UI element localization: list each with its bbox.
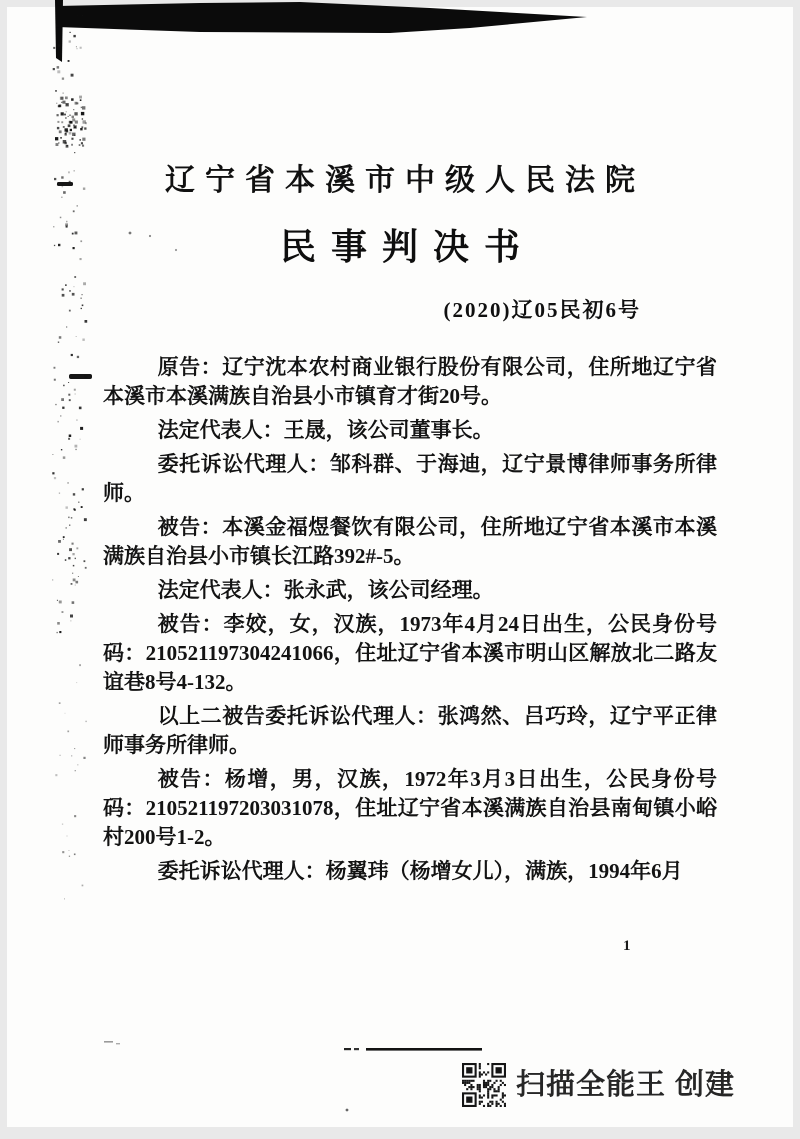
qr-code-icon [462,1063,506,1107]
document-page [7,7,793,1127]
camscanner-watermark-text: 扫描全能王 创建 [516,1069,736,1101]
court-name-heading: 辽宁省本溪市中级人民法院 [165,164,645,197]
judgment-body [103,353,717,891]
camscanner-footer [462,1063,735,1107]
paragraph-defendants-agents: 以上二被告委托诉讼代理人：张鸿然、吕巧玲，辽宁平正律师事务所律师。 [103,704,717,757]
page-number: 1 [623,938,631,954]
paragraph-defendant-company: 被告：本溪金福煜餐饮有限公司，住所地辽宁省本溪市本溪满族自治县小市镇长江路392#-5。 [103,515,717,568]
paragraph-legal-rep-defendant: 法定代表人：张永武，该公司经理。 [157,578,494,602]
paragraph-yangzeng-agent: 委托诉讼代理人：杨翼玮（杨增女儿），满族，1994年6月 [157,859,683,883]
case-number: (2020)辽05民初6号 [443,298,641,322]
paragraph-plaintiff: 原告：辽宁沈本农村商业银行股份有限公司，住所地辽宁省本溪市本溪满族自治县小市镇育才街20号。 [103,355,717,408]
paragraph-defendant-yangzeng: 被告：杨增，男，汉族，1972年3月3日出生，公民身份号码：210521197203031078，住址辽宁省本溪满族自治县南甸镇小峪村200号1-2。 [103,767,717,849]
paragraph-defendant-lijiao: 被告：李姣，女，汉族，1973年4月24日出生，公民身份号码：210521197304241066，住址辽宁省本溪市明山区解放北二路友谊巷8号4-132。 [103,612,717,694]
document-title-heading: 民事判决书 [279,227,535,267]
paragraph-plaintiff-agents: 委托诉讼代理人：邹科群、于海迪，辽宁景博律师事务所律师。 [103,452,717,505]
paragraph-legal-rep-plaintiff: 法定代表人：王晟，该公司董事长。 [157,418,494,442]
